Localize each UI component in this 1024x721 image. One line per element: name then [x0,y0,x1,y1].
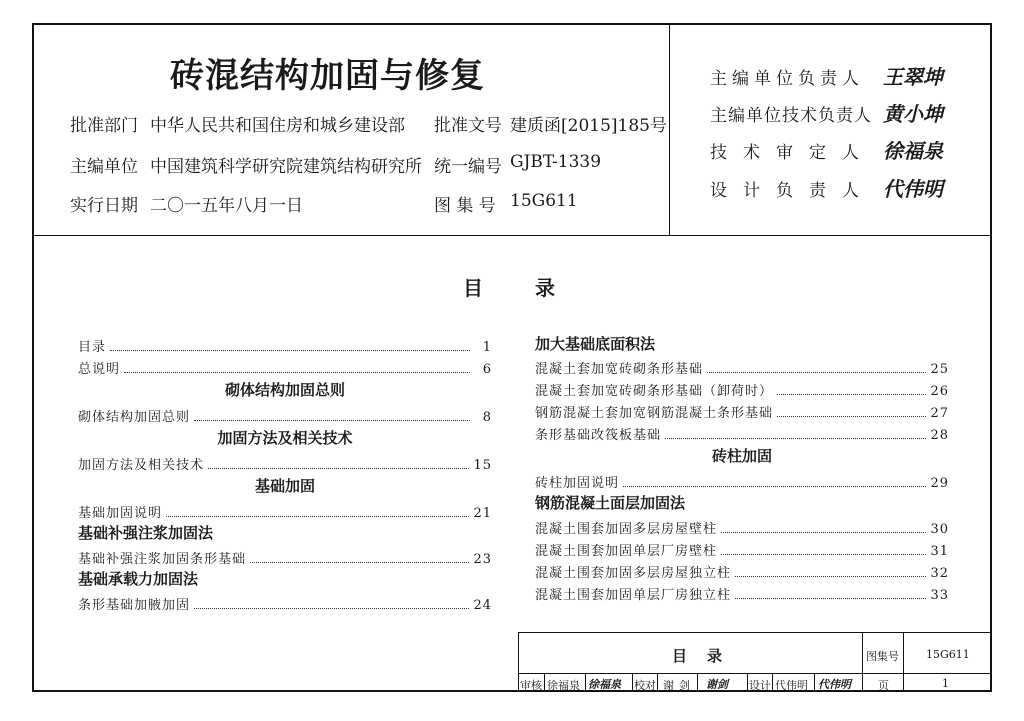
atlas-title: 砖混结构加固与修复 [170,56,485,96]
page-value: 1 [942,677,949,690]
atlas-no-label: 图 集 号 [434,196,496,216]
cell-divider [747,673,748,692]
toc-entry-text: 混凝土套加宽砖砌条形基础 [535,362,704,377]
toc-entry[interactable] [535,537,949,559]
design-name: 代伟明 [775,679,808,692]
toc-entry-text: 砌体结构加固总则 [78,410,191,425]
toc-entry[interactable] [535,355,949,377]
toc-entry-text: 条形基础加腋加固 [78,598,191,613]
dot-leader [623,486,926,487]
toc-entry-page: 6 [482,362,492,377]
signatory-role: 主编单位技术负责人 [710,106,872,126]
toc-entry-page: 8 [482,410,492,425]
dot-leader [721,532,926,533]
cell-divider [657,673,658,692]
toc-section: 加大基础底面积法 [535,335,656,353]
dot-leader [707,372,926,373]
dot-leader [194,420,470,421]
signatory-role: 主编单位负责人 [710,69,864,89]
toc-entry-page: 33 [930,588,949,603]
signatory-signature: 王翠坤 [883,65,943,89]
toc-section: 基础补强注浆加固法 [78,524,214,542]
cell-divider [772,673,773,692]
toc-entry[interactable] [535,399,949,421]
toc-heading: 目录 [463,276,607,300]
title-block-atlas-value: 15G611 [926,648,970,661]
toc-section: 钢筋混凝土面层加固法 [535,494,686,512]
signatory-signature: 代伟明 [883,177,943,201]
design-label: 设计 [749,679,771,692]
chief-unit-label: 主编单位 [70,157,138,177]
unified-no: GJBT-1339 [510,152,602,172]
title-block-row-divider [518,673,992,674]
dot-leader [777,394,926,395]
toc-entry-page: 32 [930,566,949,581]
toc-entry[interactable] [535,559,949,581]
toc-entry[interactable] [535,421,949,443]
toc-right-column [535,333,949,603]
toc-entry-text: 砖柱加固说明 [535,476,620,491]
dot-leader [777,416,926,417]
unified-no-label: 统一编号 [434,157,502,177]
toc-entry-page: 24 [473,598,492,613]
title-block-col-divider [862,632,863,692]
toc-section: 加固方法及相关技术 [217,429,353,447]
approval-dept-label: 批准部门 [70,116,138,136]
toc-entry-page: 26 [930,384,949,399]
review-signature: 徐福泉 [588,678,621,691]
approval-doc-label: 批准文号 [434,116,502,136]
signatory-signature: 徐福泉 [883,139,943,163]
toc-entry-page: 21 [473,506,492,521]
toc-entry[interactable] [535,469,949,491]
dot-leader [250,562,469,563]
signatory-signature: 黄小坤 [883,102,943,126]
dot-leader [110,350,470,351]
dot-leader [124,372,470,373]
toc-entry-page: 23 [473,552,492,567]
cell-divider [697,673,698,692]
toc-entry-page: 25 [930,362,949,377]
toc-entry-text: 基础加固说明 [78,506,163,521]
toc-entry[interactable] [535,377,949,399]
toc-entry-text: 混凝土围套加固单层厂房壁柱 [535,544,718,559]
toc-entry-text: 混凝土围套加固单层厂房独立柱 [535,588,732,603]
title-block-title: 目录 [672,647,743,665]
toc-entry-page: 15 [473,458,492,473]
dot-leader [194,608,469,609]
dot-leader [166,516,469,517]
signatory-role: 技术审定人 [710,143,875,163]
check-label: 校对 [634,679,656,692]
toc-entry-text: 加固方法及相关技术 [78,458,205,473]
toc-section: 基础加固 [254,477,315,495]
toc-entry-text: 目录 [78,340,107,355]
toc-entry-page: 29 [930,476,949,491]
cell-divider [632,673,633,692]
cell-divider [585,673,586,692]
impl-date-label: 实行日期 [70,196,138,216]
cell-divider [544,673,545,692]
toc-left-column [78,333,492,613]
toc-entry-text: 基础补强注浆加固条形基础 [78,552,247,567]
toc-section: 基础承载力加固法 [78,570,199,588]
check-signature: 谢剑 [706,678,728,691]
design-signature: 代伟明 [818,678,851,691]
toc-entry[interactable] [78,333,492,355]
toc-entry[interactable] [78,499,492,521]
toc-section: 砌体结构加固总则 [224,381,345,399]
dot-leader [721,554,926,555]
header-divider [32,235,992,236]
toc-entry[interactable] [535,515,949,537]
toc-entry-page: 1 [482,340,492,355]
toc-section: 砖柱加固 [711,447,772,465]
title-block-col-divider [903,632,904,692]
header-vertical-divider [669,23,670,235]
toc-entry-text: 条形基础改筏板基础 [535,428,662,443]
impl-date: 二〇一五年八月一日 [150,196,303,216]
toc-entry-text: 混凝土围套加固多层房屋独立柱 [535,566,732,581]
dot-leader [665,438,926,439]
toc-entry[interactable] [78,591,492,613]
toc-entry-text: 钢筋混凝土套加宽钢筋混凝土条形基础 [535,406,774,421]
toc-entry[interactable] [78,403,492,425]
toc-entry-page: 31 [930,544,949,559]
approval-dept: 中华人民共和国住房和城乡建设部 [150,116,405,136]
atlas-no: 15G611 [510,191,578,211]
cell-divider [814,673,815,692]
toc-entry-page: 30 [930,522,949,537]
toc-entry[interactable] [78,545,492,567]
chief-unit: 中国建筑科学研究院建筑结构研究所 [150,157,422,177]
check-name: 谢剑 [663,679,695,692]
review-label: 审核 [520,679,542,692]
title-block-atlas-label: 图集号 [866,650,899,663]
toc-entry[interactable] [78,355,492,377]
toc-entry[interactable] [535,581,949,603]
toc-entry-text: 混凝土套加宽砖砌条形基础（卸荷时） [535,384,774,399]
signatory-role: 设计负责人 [710,181,875,201]
toc-entry-text: 总说明 [78,362,121,377]
dot-leader [735,598,926,599]
toc-entry-page: 28 [930,428,949,443]
toc-entry-page: 27 [930,406,949,421]
page-label: 页 [878,679,889,692]
review-name: 徐福泉 [547,679,580,692]
approval-doc: 建质函[2015]185号 [510,116,667,136]
toc-entry[interactable] [78,451,492,473]
dot-leader [735,576,926,577]
toc-entry-text: 混凝土围套加固多层房屋壁柱 [535,522,718,537]
dot-leader [208,468,469,469]
